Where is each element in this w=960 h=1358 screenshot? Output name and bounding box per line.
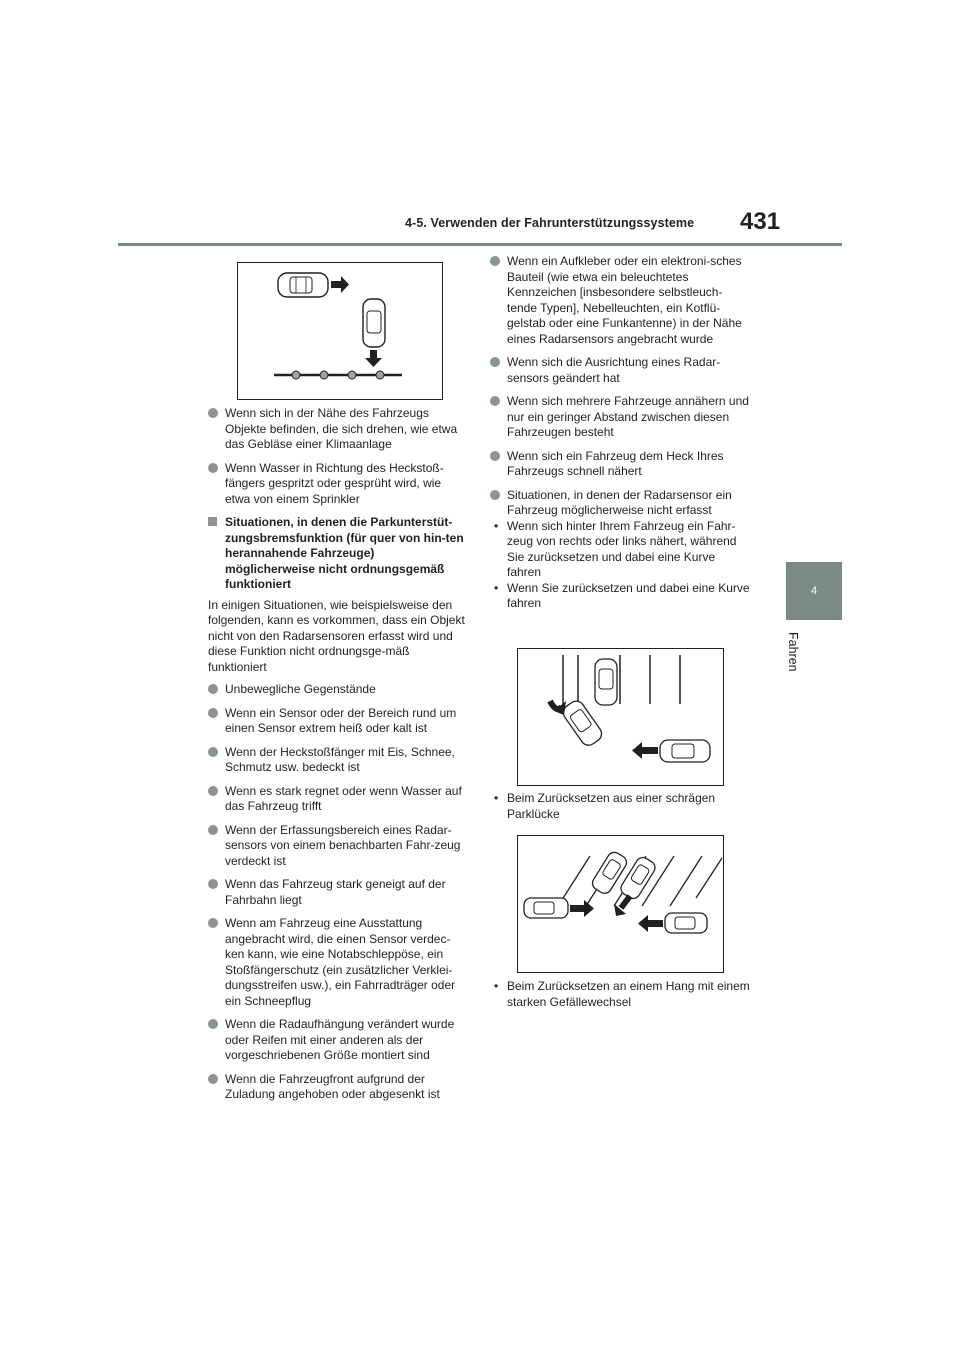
arrow-down-left-icon (614, 896, 630, 916)
arrow-right-icon (570, 900, 594, 917)
reversing-car-icon (560, 698, 604, 748)
right-approaching-car-icon (665, 913, 707, 933)
figure-angled-parking-drawing (518, 836, 723, 972)
chapter-tab: 4 (786, 562, 842, 620)
caption-dash (490, 791, 752, 822)
arrow-left-icon (638, 915, 663, 932)
bullet-icon (208, 408, 218, 418)
list-item: Wenn sich die Ausrichtung eines Radar-sensors geändert hat (490, 355, 752, 386)
figure-angled-parking (517, 835, 724, 973)
list-item: Wenn Wasser in Richtung des Heckstoß-fängers gespritzt oder gesprüht wird, wie etwa von einem Sprinkler (208, 461, 466, 508)
bullet-icon (208, 463, 218, 473)
left-column (208, 406, 466, 1111)
dash-item: • Wenn sich hinter Ihrem Fahrzeug ein Fahr-zeug von rechts oder links nähert, während Sie zurücksetzen und dabei eine Kurve fahren (494, 518, 737, 579)
arrow-left-icon (632, 742, 658, 759)
bullet-icon (208, 1019, 218, 1029)
bullet-icon (208, 918, 218, 928)
left-approaching-car-icon (524, 898, 568, 918)
car-crossing-icon (278, 273, 328, 297)
list-item: Wenn der Heckstoßfänger mit Eis, Schnee, Schmutz usw. bedeckt ist (208, 745, 466, 776)
list-item: Unbewegliche Gegenstände (208, 682, 466, 698)
page-number: 431 (740, 208, 781, 235)
list-item: Wenn am Fahrzeug eine Ausstattung angebracht wird, die einen Sensor verdec-ken kann, wie eine Notabschleppöse, ein Stoßfängerschutz (ein zusätzlicher Verklei-dungsstreifen usw.), ein Fahrradträger oder ein Schneepflug (208, 916, 466, 1009)
chapter-label-text: Fahren (786, 632, 800, 672)
list-item: Wenn ein Sensor oder der Bereich rund um einen Sensor extrem heiß oder kalt ist (208, 706, 466, 737)
caption-dash (490, 979, 752, 1010)
figure-reversing-curve-drawing (518, 649, 723, 785)
car-own-icon (363, 299, 385, 347)
bullet-icon (208, 684, 218, 694)
arrow-right-icon (331, 276, 349, 293)
bullet-icon (208, 879, 218, 889)
parking-lines-icon (563, 655, 680, 704)
arrow-down-icon (365, 350, 382, 367)
dash-item: • Beim Zurücksetzen an einem Hang mit einem starken Gefällewechsel (494, 979, 750, 1009)
curved-arrow-icon (550, 701, 566, 715)
section-heading: Situationen, in denen die Parkunterstüt-zungsbremsfunktion (für quer von hin-ten herannahende Fahrzeuge) möglicherweise nicht ordnungsgemäß funktioniert (208, 515, 466, 593)
list-item: Wenn die Fahrzeugfront aufgrund der Zuladung angehoben oder abgesenkt ist (208, 1072, 466, 1103)
figure-crossing-vehicle (237, 262, 443, 400)
bullet-icon (490, 396, 500, 406)
dash-item: • Beim Zurücksetzen aus einer schrägen Parklücke (494, 791, 716, 821)
bullet-icon (208, 708, 218, 718)
bullet-icon (208, 786, 218, 796)
dash-item: • Wenn Sie zurücksetzen und dabei eine Kurve fahren (494, 580, 750, 610)
header-rule (118, 243, 842, 246)
figure-reversing-curve (517, 648, 724, 786)
section-header-title: 4-5. Verwenden der Fahrunterstützungssysteme (405, 216, 695, 230)
list-item: Wenn sich ein Fahrzeug dem Heck Ihres Fahrzeugs schnell nähert (490, 449, 752, 480)
bullet-icon (490, 451, 500, 461)
bullet-icon (490, 357, 500, 367)
bullet-icon (490, 490, 500, 500)
chapter-label (784, 632, 806, 692)
intro-paragraph: In einigen Situationen, wie beispielsweise den folgenden, kann es vorkommen, dass ein Objekt nicht von den Radarsensoren erfasst wird und diese Funktion nicht ordnungsge-mäß funktioniert (208, 597, 465, 674)
list-item: Wenn sich in der Nähe des Fahrzeugs Objekte befinden, die sich drehen, wie etwa das Gebläse einer Klimaanlage (208, 406, 466, 453)
bullet-icon (490, 256, 500, 266)
bumper-sensor-line-icon (274, 371, 402, 379)
list-item: Wenn ein Aufkleber oder ein elektroni-sches Bauteil (wie etwa ein beleuchtetes Kennzeichen [insbesondere selbstleuch-tende Typen], Nebelleuchten, ein Kotflü-gelstab oder eine Funkantenne) in der Nähe eines Radarsensors angebracht wurde (490, 254, 752, 347)
bullet-icon (208, 747, 218, 757)
bullet-icon (208, 825, 218, 835)
list-item: Wenn die Radaufhängung verändert wurde oder Reifen mit einer anderen als der vorgeschriebenen Größe montiert sind (208, 1017, 466, 1064)
list-item: Wenn das Fahrzeug stark geneigt auf der Fahrbahn liegt (208, 877, 466, 908)
figure-crossing-vehicle-drawing (238, 263, 442, 399)
list-item: Wenn es stark regnet oder wenn Wasser auf das Fahrzeug trifft (208, 784, 466, 815)
bullet-icon (208, 1074, 218, 1084)
approaching-car-icon (660, 740, 710, 762)
right-column (490, 254, 752, 612)
list-item: Wenn der Erfassungsbereich eines Radar-sensors von einem benachbarten Fahr-zeug verdeckt ist (208, 823, 466, 870)
square-bullet-icon (208, 517, 217, 526)
list-item: Situationen, in denen der Radarsensor ein Fahrzeug möglicherweise nicht erfasst (490, 488, 752, 519)
parked-car-icon (595, 659, 617, 705)
list-item: Wenn sich mehrere Fahrzeuge annähern und nur ein geringer Abstand zwischen diesen Fahrzeugen besteht (490, 394, 752, 441)
